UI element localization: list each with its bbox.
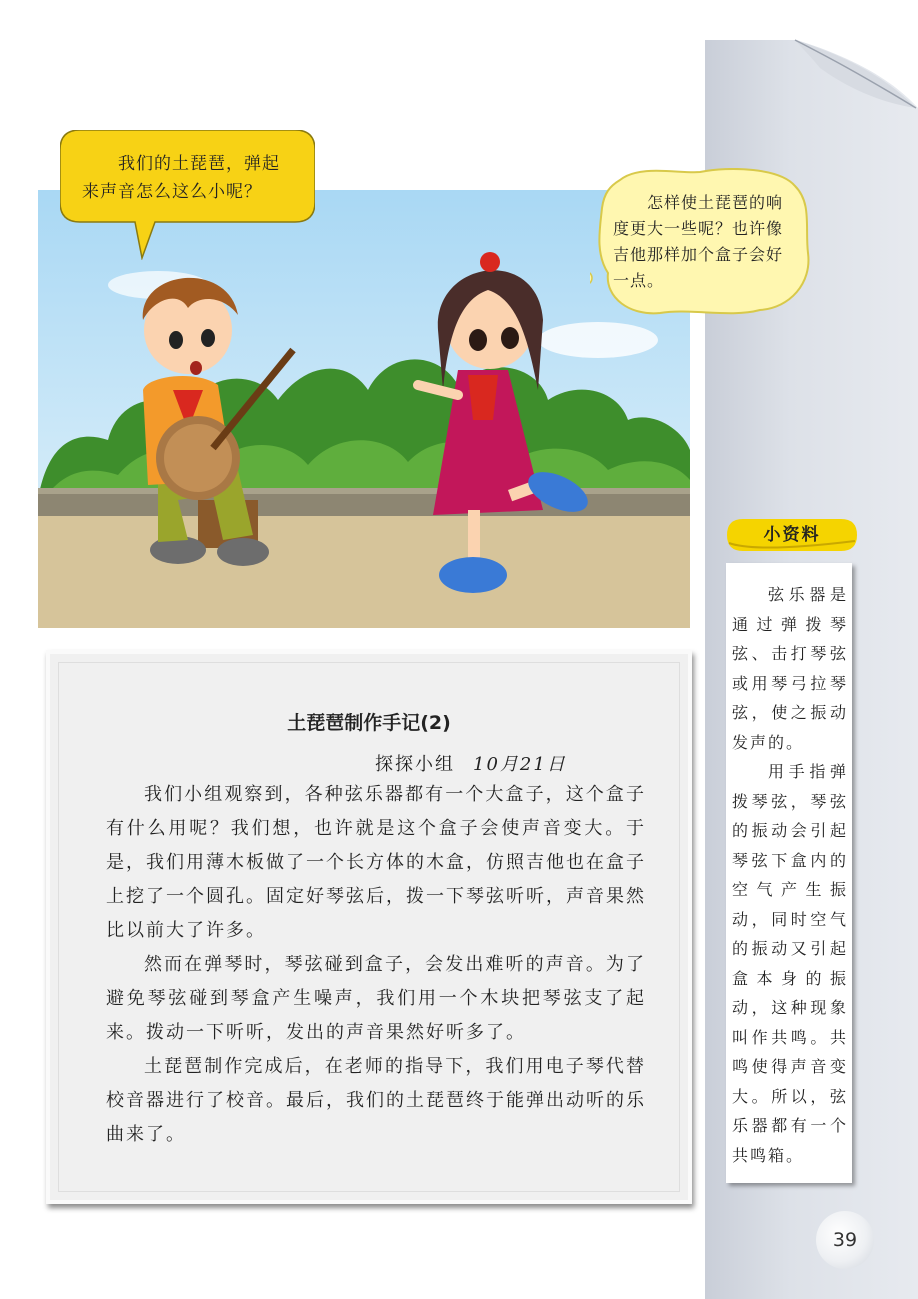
project-notes-box — [46, 650, 692, 1204]
info-paragraph: 弦乐器是通过弹拨琴弦、击打琴弦或用琴弓拉琴弦，使之振动发声的。 — [732, 585, 848, 752]
girl-thought-text: 怎样使土琵琶的响度更大一些呢？也许像吉他那样加个盒子会好一点。 — [613, 193, 784, 290]
notes-paragraph: 我们小组观察到，各种弦乐器都有一个大盒子，这个盒子有什么用呢？我们想，也许就是这个盒子会使声音变大。于是，我们用薄木板做了一个长方体的木盒，仿照吉他也在盒子上挖了一个圆孔。固定好琴弦后，拨一下琴弦听听，声音果然比以前大了许多。 — [106, 784, 646, 941]
info-text — [732, 580, 848, 1170]
notes-body — [106, 778, 646, 1152]
notes-byline — [375, 750, 567, 776]
notes-group: 探探小组 — [375, 754, 455, 775]
notes-paragraph: 土琵琶制作完成后，在老师的指导下，我们用电子琴代替校音器进行了校音。最后，我们的土琵琶终于能弹出动听的乐曲来了。 — [106, 1056, 646, 1145]
info-paragraph: 用手指弹拨琴弦，琴弦的振动会引起琴弦下盒内的空气产生振动，同时空气的振动又引起盒本身的振动，这种现象叫作共鸣。共鸣使得声音变大。所以，弦乐器都有一个共鸣箱。 — [732, 762, 848, 1165]
notes-date: 10月21日 — [473, 754, 567, 775]
notes-title: 土琵琶制作手记(2) — [287, 712, 451, 734]
notes-paragraph: 然而在弹琴时，琴弦碰到盒子，会发出难听的声音。为了避免琴弦碰到琴盒产生噪声，我们用一个木块把琴弦支了起来。拨动一下听听，发出的声音果然好听多了。 — [106, 954, 646, 1043]
boy-speech-text: 我们的土琵琶，弹起来声音怎么这么小呢？ — [82, 154, 280, 202]
page-curl-decoration — [790, 38, 918, 118]
info-tag-label: 小资料 — [763, 525, 821, 545]
page-number: 39 — [816, 1211, 874, 1269]
